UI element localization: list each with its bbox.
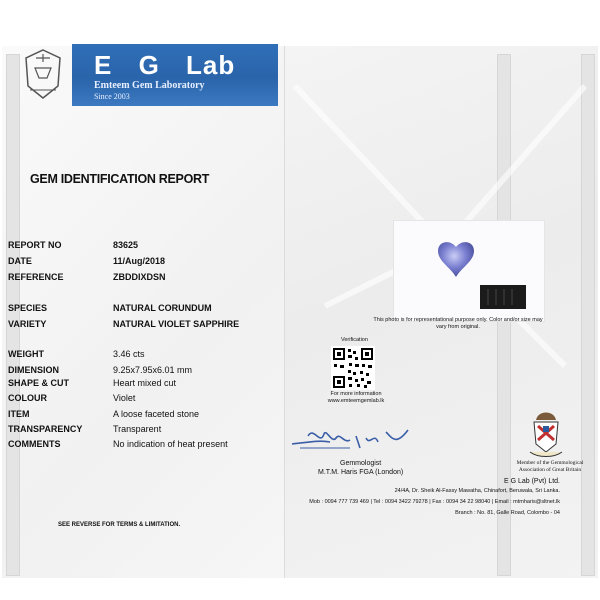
signatory-role: Gemmologist bbox=[340, 460, 382, 467]
brand-name: E G Lab bbox=[94, 50, 236, 80]
field-label: WEIGHT bbox=[8, 349, 44, 359]
brand-header bbox=[8, 44, 278, 106]
field-value: 3.46 cts bbox=[113, 349, 145, 359]
field-label: COLOUR bbox=[8, 393, 47, 403]
brand-since: Since 2003 bbox=[94, 92, 130, 101]
field-value: Violet bbox=[113, 393, 136, 403]
company-name: E G Lab (Pvt) Ltd. bbox=[503, 478, 560, 485]
photo-disclaimer: This photo is for representational purpose only. Color and/or size may vary from original. bbox=[373, 317, 543, 330]
report-title: GEM IDENTIFICATION REPORT bbox=[30, 172, 210, 186]
field-value: ZBDDIXDSN bbox=[113, 272, 166, 282]
ruler-marks bbox=[480, 285, 526, 309]
verification-label: Verification bbox=[341, 337, 368, 343]
field-value: Transparent bbox=[113, 424, 162, 434]
field-label: TRANSPARENCY bbox=[8, 424, 83, 434]
terms-note: SEE REVERSE FOR TERMS & LIMITATION. bbox=[58, 522, 181, 528]
field-label: REFERENCE bbox=[8, 272, 64, 282]
gemmologist-signature bbox=[290, 418, 430, 458]
gemmological-association-crest-icon bbox=[526, 404, 566, 460]
field-label: REPORT NO bbox=[8, 240, 62, 250]
field-label: VARIETY bbox=[8, 319, 47, 329]
scale-ruler bbox=[480, 285, 526, 309]
company-branch: Branch : No. 81, Galle Road, Colombo - 04 bbox=[455, 510, 560, 516]
signatory-name: M.T.M. Haris FGA (London) bbox=[318, 469, 404, 476]
company-contacts: Mob : 0094 777 739 469 | Tel : 0094 3422 79278 | Fax : 0094 34 22 98040 | Email : mtmharis@sltnet.lk bbox=[309, 499, 560, 505]
field-label: ITEM bbox=[8, 409, 30, 419]
qr-code-icon[interactable] bbox=[331, 346, 375, 390]
field-value: No indication of heat present bbox=[113, 439, 228, 449]
verification-info bbox=[316, 391, 396, 405]
field-label: SPECIES bbox=[8, 303, 48, 313]
brand-subtitle: Emteem Gem Laboratory bbox=[94, 80, 205, 91]
field-label: SHAPE & CUT bbox=[8, 378, 70, 388]
field-value: NATURAL VIOLET SAPPHIRE bbox=[113, 319, 240, 329]
field-value: A loose faceted stone bbox=[113, 409, 200, 419]
field-value: NATURAL CORUNDUM bbox=[113, 303, 212, 313]
sleeve-left bbox=[6, 54, 20, 576]
field-value: Heart mixed cut bbox=[113, 378, 177, 388]
membership-text: Member of the Gemmological Association of Great Britain bbox=[516, 460, 584, 473]
field-label: DATE bbox=[8, 256, 32, 266]
company-address: 24/4A, Dr. Sheik Al-Fassy Mawatha, Chinafort, Beruwala, Sri Lanka. bbox=[394, 488, 560, 494]
field-value: 83625 bbox=[113, 240, 139, 250]
field-label: COMMENTS bbox=[8, 439, 61, 449]
field-label: DIMENSION bbox=[8, 365, 60, 375]
field-value: 11/Aug/2018 bbox=[113, 256, 166, 266]
verification-more-info: For more information bbox=[330, 391, 382, 397]
verification-url[interactable]: www.emteemgemlab.lk bbox=[327, 398, 385, 404]
lab-crest-icon bbox=[20, 46, 66, 102]
field-value: 9.25x7.95x6.01 mm bbox=[113, 365, 193, 375]
